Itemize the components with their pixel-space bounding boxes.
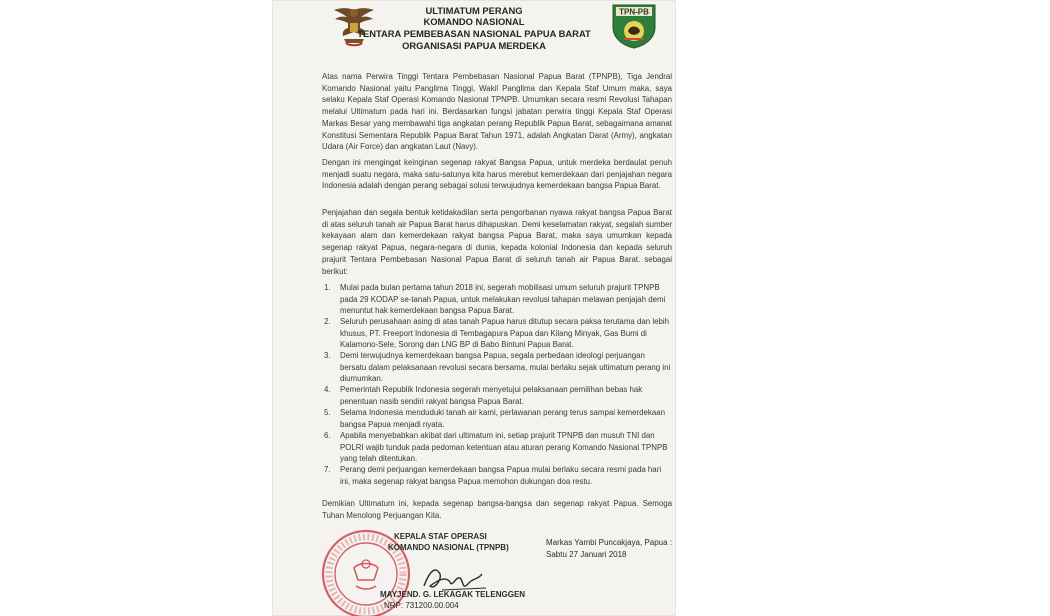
list-item: Apabila menyebabkan akibat dari ultimatum ini, setiap prajurit TPNPB dan musuh TNI dan POLRI wajib tunduk pada pedoman ketentuan atau aturan perang Komando Nasional TPNPB yang telah ditentukan. (340, 431, 668, 464)
list-number: 2. (324, 317, 331, 326)
closing-paragraph: Demikian Ultimatum ini, kepada segenap bangsa-bangsa dan segenap rakyat Papua. Semoga Tuhan Menolong Perjuangan Kita. (322, 499, 672, 520)
list-number: 6. (324, 431, 331, 440)
header-title-line3: TENTARA PEMBEBASAN NASIONAL PAPUA BARAT (357, 28, 591, 39)
signatory-name: MAYJEND. G. LEKAGAK TELENGGEN (380, 590, 526, 599)
issue-place: Markas Yambi Puncakjaya, Papua : (546, 538, 672, 547)
list-number: 7. (324, 465, 331, 474)
list-item: Mulai pada bulan pertama tahun 2018 ini, segerah mobilisasi umum seluruh prajurit TPNPB pada 29 KODAP se-tanah Papua, untuk melakukan revolusi tahapan melawan penjajah demi menuntut hak kemerdekaan bangsa Papua Barat. (340, 283, 666, 316)
signatory-nrp: NRP: 731200.00.004 (384, 601, 459, 610)
list-item: Demi terwujudnya kemerdekaan bangsa Papua, segala perbedaan ideologi perjuangan bersatu dalam pelaksanaan revolusi secara bersama, mulai berlaku sejak ultimatum perang ini diumumkan. (340, 351, 671, 384)
list-number: 1. (324, 283, 331, 292)
list-number: 4. (324, 385, 331, 394)
header-title-line2: KOMANDO NASIONAL (423, 16, 525, 27)
paragraph-announcement: Penjajahan dan segala bentuk ketidakadilan serta pengorbanan nyawa rakyat bangsa Papua Barat di atas seluruh tanah air Papua Barat harus dihapuskan. Demi keselamatan rakyat, segalah sumber kekayaan alam dan kemerdekaan rakyat bangsa Papua Barat, maka saya umumkan kepada segenap rakyat Papua, negara-negara di dunia, kepada kolonial Indonesia dan kepada seluruh prajurit Tentara Pembebasan Nasional Papua Barat di seluruh tanah air Papua Barat. sebagai berikut: (322, 208, 672, 276)
list-item: Perang demi perjuangan kemerdekaan bangsa Papua mulai berlaku secara resmi pada hari ini, maka segenap rakyat bangsa Papua memohon dukungan doa restu. (340, 465, 662, 486)
signatory-title-line2: KOMANDO NASIONAL (TPNPB) (388, 543, 509, 552)
header-title-line1: ULTIMATUM PERANG (425, 5, 523, 16)
list-number: 3. (324, 351, 331, 360)
list-item: Seluruh perusahaan asing di atas tanah Papua harus ditutup secara paksa terutama dan lebih khusus, PT. Freeport Indonesia di Tembagapura Papua dan Kilang Minyak, Gas Bumi di Kalamono-Sele, Sorong dan LNG BP di Babo Bintuni Papua Barat. (340, 317, 670, 350)
badge-label: TPN-PB (619, 7, 649, 17)
list-item: Selama Indonesia menduduki tanah air kami, perlawanan perang terus sampai kemerdekaan bangsa Papua menjadi nyata. (340, 408, 666, 429)
header-title-line4: ORGANISASI PAPUA MERDEKA (402, 40, 546, 51)
paragraph-intent: Dengan ini mengingat keinginan segenap rakyat Bangsa Papua, untuk merdeka berdaulat penuh menjadi suatu negara, maka satu-satunya kita harus merebut kemerdekaan dari penjajahan negara Indonesia adalah dengan perang sebagai solusi terwujudnya kemerdekaan bangsa Papua Barat. (322, 158, 672, 191)
list-item: Pemerintah Republik Indonesia segerah menyetujui pelaksanaan pemilihan bebas hak penentuan nasib sendiri rakyat bangsa Papua Barat. (340, 385, 643, 406)
list-number: 5. (324, 408, 331, 417)
paragraph-intro: Atas nama Perwira Tinggi Tentara Pembebasan Nasional Papua Barat (TPNPB), Tiga Jendral Komando Nasional yaitu Panglima Tinggi, Wakil Panglima dan Kepala Staf Umum maka, saya selaku Kepala Staf Operasi Komando Nasional TPNPB. Umumkan secara resmi Revolusi Tahapan melalui Ultimatum pada hari ini. Berdasarkan fungsi jabatan perwira tinggi Kepala Staf Operasi Markas Besar yang membawahi tiga angkatan perang Republik Papua Barat, sebagaimana amanat Konstitusi Sementara Republik Papua Barat Tahun 1971, adalah Angkatan Darat (Army), angkatan Udara (Air Force) dan angkatan Laut (Navy). (322, 72, 672, 152)
issue-date: Sabtu 27 Januari 2018 (546, 550, 627, 559)
tpnpb-badge-icon (610, 3, 658, 49)
document-page (272, 0, 676, 616)
signatory-title-line1: KEPALA STAF OPERASI (394, 532, 487, 541)
